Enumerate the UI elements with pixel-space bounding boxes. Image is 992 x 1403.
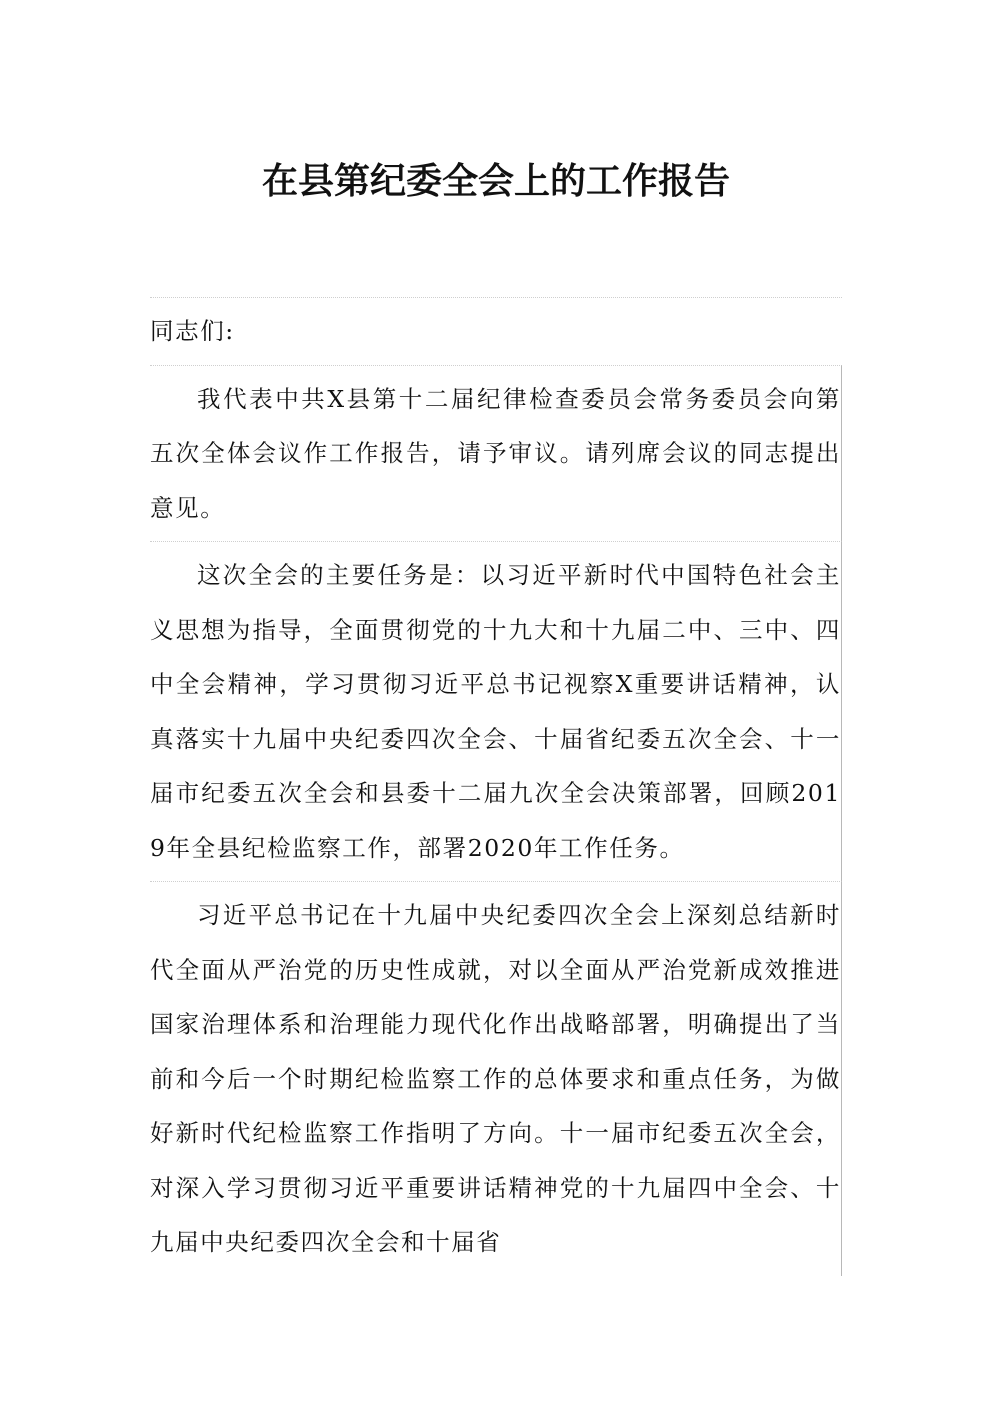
- document-body: [150, 297, 842, 1276]
- document-title: 在县第纪委全会上的工作报告: [261, 160, 730, 202]
- paragraph-xi-speech: 习近平总书记在十九届中央纪委四次全会上深刻总结新时代全面从严治党的历史性成就，对以全面从严治党新成效推进国家治理体系和治理能力现代化作出战略部署，明确提出了当前和今后一个时期纪检监察工作的总体要求和重点任务，为做好新时代纪检监察工作指明了方向。十一届市纪委五次全会，对深入学习贯彻习近平重要讲话精神党的十九届四中全会、十九届中央纪委四次全会和十届省: [150, 881, 842, 1276]
- paragraph-main-tasks: 这次全会的主要任务是：以习近平新时代中国特色社会主义思想为指导，全面贯彻党的十九大和十九届二中、三中、四中全会精神，学习贯彻习近平总书记视察X重要讲话精神，认真落实十九届中央纪委四次全会、十届省纪委五次全会、十一届市纪委五次全会和县委十二届九次全会决策部署，回顾2019年全县纪检监察工作，部署2020年工作任务。: [150, 541, 842, 881]
- salutation: 同志们:: [150, 297, 842, 365]
- paragraph-opening: 我代表中共X县第十二届纪律检查委员会常务委员会向第五次全体会议作工作报告，请予审议。请列席会议的同志提出意见。: [150, 365, 842, 542]
